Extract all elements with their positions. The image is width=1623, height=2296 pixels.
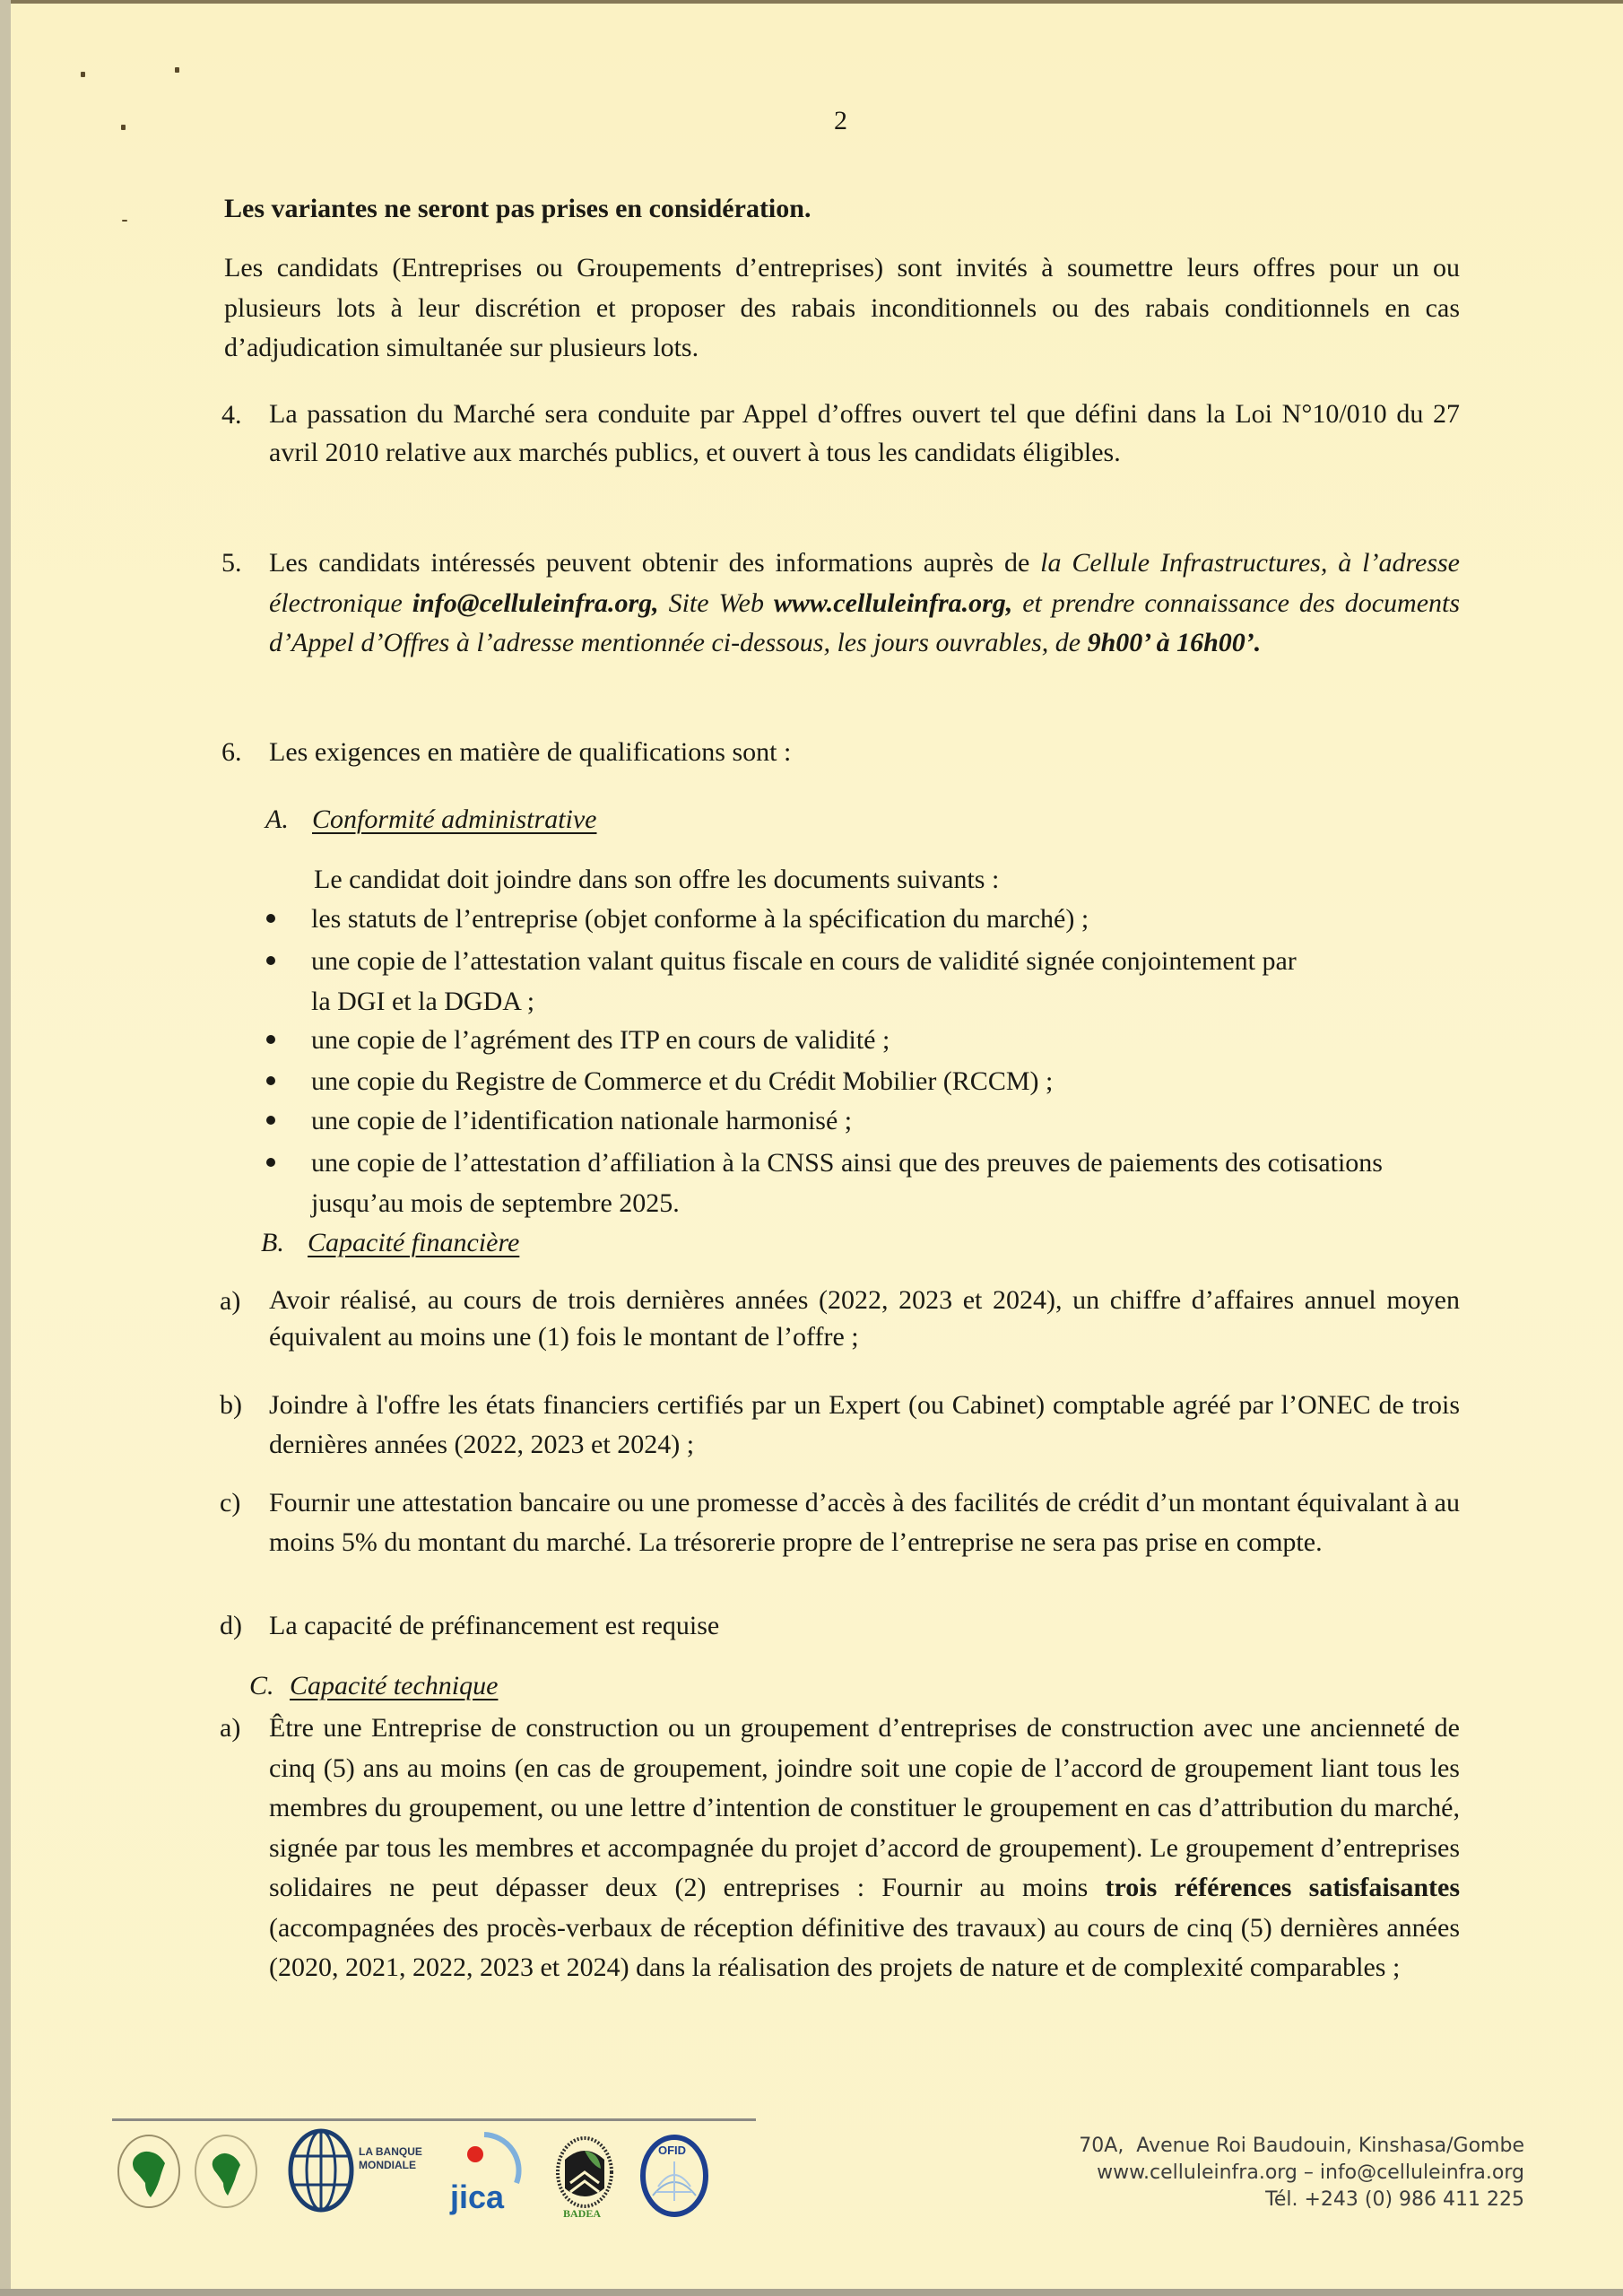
section-c-item-text-2: (accompagnées des procès-verbaux de réception définitive des travaux) au cours de cinq (5) dernières années (2020, 2021, 2022, 2023 et 2024) dans la réalisation des projets de nature et de complexité comparables ; — [269, 1912, 1460, 1982]
section-c-title: Capacité technique — [290, 1671, 499, 1700]
footer-address: 70A, Avenue Roi Baudouin, Kinshasa/Gombe — [1079, 2135, 1524, 2157]
footer-web-email[interactable]: www.celluleinfra.org – info@celluleinfra.org — [1097, 2161, 1524, 2184]
section-a-intro: Le candidat doit joindre dans son offre les documents suivants : — [314, 865, 1000, 894]
item-5-hours: 9h00’ à 16h00’ — [1087, 628, 1254, 657]
bullet-icon — [266, 1158, 275, 1167]
africa-map-icon — [133, 2152, 165, 2197]
bullet-icon — [266, 1076, 275, 1085]
afdb-logo-1 — [115, 2133, 183, 2210]
bullet-icon — [266, 956, 275, 965]
world-bank-label-line1: LA BANQUE — [359, 2145, 422, 2158]
section-b-item-text: Avoir réalisé, au cours de trois dernières années (2022, 2023 et 2024), un chiffre d’affaires annuel moyen équivalent au moins une (1) fois le montant de l’offre ; — [269, 1285, 1460, 1352]
item-6-text: Les exigences en matière de qualifications sont : — [269, 737, 792, 767]
section-c-letter: C. — [249, 1671, 274, 1700]
jica-red-dot — [467, 2146, 483, 2162]
section-b-item-text: Fournir une attestation bancaire ou une promesse d’accès à des facilités de crédit d’un montant équivalant à au moins 5% du montant du marché. La trésorerie propre de l’entreprise ne sera pas prise en compte. — [269, 1488, 1460, 1557]
jica-logo — [448, 2127, 534, 2215]
scan-edge-bottom — [0, 2289, 1623, 2296]
section-c-item-text-1: Être une Entreprise de construction ou un groupement d’entreprises de construction avec une ancienneté de cinq (5) ans au moins (en cas de groupement, joindre soit une copie de l’accord de groupement liant tous les membres du groupement, ou une lettre d’intention de constituer le groupement en cas d’attribution du marché, signée par tous les membres et accompagnée du projet d’accord de groupement). Le groupement d’entreprises solidaires ne peut dépasser deux (2) entreprises : Fournir au moins — [269, 1713, 1460, 1902]
intro-paragraph: Les candidats (Entreprises ou Groupements d’entreprises) sont invités à soumettre leurs offres pour un ou plusieurs lots à leur discrétion et proposer des rabais inconditionnels ou des rabais conditionnels en cas d’adjudication simultanée sur plusieurs lots. — [224, 253, 1460, 362]
item-5-cellule: la Cellule Infrastructures, à l’adresse électronique — [269, 548, 1460, 618]
item-5-documents-text: et prendre connaissance des documents d’Appel d’Offres à l’adresse mentionnée ci-dessous, les jours ouvrables, de — [269, 587, 1461, 657]
staple-mark — [121, 125, 126, 130]
page-number: 2 — [834, 106, 847, 135]
section-c-item-text — [269, 1709, 1460, 1988]
africa-map-icon — [213, 2153, 240, 2196]
section-a-bullet: les statuts de l’entreprise (objet conforme à la spécification du marché) ; — [311, 904, 1089, 934]
section-a-title: Conformité administrative — [312, 804, 597, 834]
staple-mark — [81, 72, 85, 77]
section-b-item-label: d) — [220, 1611, 242, 1640]
section-a-bullet: une copie du Registre de Commerce et du Crédit Mobilier (RCCM) ; — [311, 1066, 1054, 1096]
section-b-item-label: c) — [220, 1488, 241, 1518]
jica-arc-icon — [484, 2135, 519, 2183]
section-a-bullet: une copie de l’identification nationale harmonisé ; — [311, 1106, 853, 1135]
jica-wordmark: jica — [450, 2179, 505, 2215]
section-b-item-text: La capacité de préfinancement est requise — [269, 1611, 720, 1640]
item-6-number: 6. — [221, 737, 242, 767]
item-4-text: La passation du Marché sera conduite par Appel d’offres ouvert tel que défini dans la Loi N°10/010 du 27 avril 2010 relative aux marchés publics, et ouvert à tous les candidats éligibles. — [269, 399, 1460, 467]
item-5-text — [269, 544, 1460, 664]
variants-heading: Les variantes ne seront pas prises en considération. — [224, 194, 812, 223]
ofid-logo — [638, 2133, 710, 2219]
item-5-website-link[interactable]: www.celluleinfra.org, — [773, 587, 1013, 618]
bullet-icon — [266, 914, 275, 923]
section-a-bullet: une copie de l’attestation d’affiliation à la CNSS ainsi que des preuves de paiements des cotisations jusqu’au mois de septembre 2025. — [311, 1148, 1383, 1218]
section-b-title: Capacité financière — [308, 1228, 520, 1257]
ofid-wordmark: OFID — [658, 2144, 687, 2157]
world-bank-label — [359, 2145, 422, 2172]
staple-mark — [122, 220, 127, 222]
item-5-text-start: Les candidats intéressés peuvent obtenir des informations auprès de — [269, 548, 1041, 578]
footer-divider — [112, 2118, 756, 2121]
bullet-icon — [266, 1035, 275, 1044]
section-c-item-label: a) — [220, 1713, 241, 1743]
scan-edge-top — [0, 0, 1623, 4]
section-b-item-text: Joindre à l'offre les états financiers certifiés par un Expert (ou Cabinet) comptable agréé par l’ONEC de trois dernières années (2022, 2023 et 2024) ; — [269, 1390, 1460, 1459]
scan-edge-left — [0, 0, 11, 2296]
bullet-icon — [266, 1116, 275, 1125]
footer-phone: Tél. +243 (0) 986 411 225 — [1265, 2188, 1524, 2211]
item-4-number: 4. — [221, 400, 242, 430]
item-5-email-link[interactable]: info@celluleinfra.org, — [412, 587, 659, 618]
footer-contact — [1079, 2133, 1524, 2213]
section-a-bullet: une copie de l’agrément des ITP en cours de validité ; — [311, 1025, 890, 1055]
item-5-site-label: Site Web — [668, 587, 764, 618]
afdb-logo-2 — [192, 2133, 260, 2210]
staple-mark — [175, 67, 179, 73]
world-bank-label-line2: MONDIALE — [359, 2159, 416, 2171]
item-5-number: 5. — [221, 548, 242, 578]
section-a-bullet: une copie de l’attestation valant quitus fiscale en cours de validité signée conjointement par la DGI et la DGDA ; — [311, 946, 1297, 1016]
section-b-item-label: b) — [220, 1390, 242, 1420]
section-c-item-bold: trois références satisfaisantes — [1105, 1873, 1460, 1902]
section-a-letter: A. — [265, 804, 289, 834]
badea-logo — [549, 2133, 621, 2219]
world-bank-logo — [285, 2127, 357, 2213]
section-b-letter: B. — [261, 1228, 284, 1257]
badea-wordmark: BADEA — [563, 2207, 602, 2219]
item-5-end: . — [1254, 628, 1262, 657]
section-b-item-label: a) — [220, 1286, 241, 1316]
